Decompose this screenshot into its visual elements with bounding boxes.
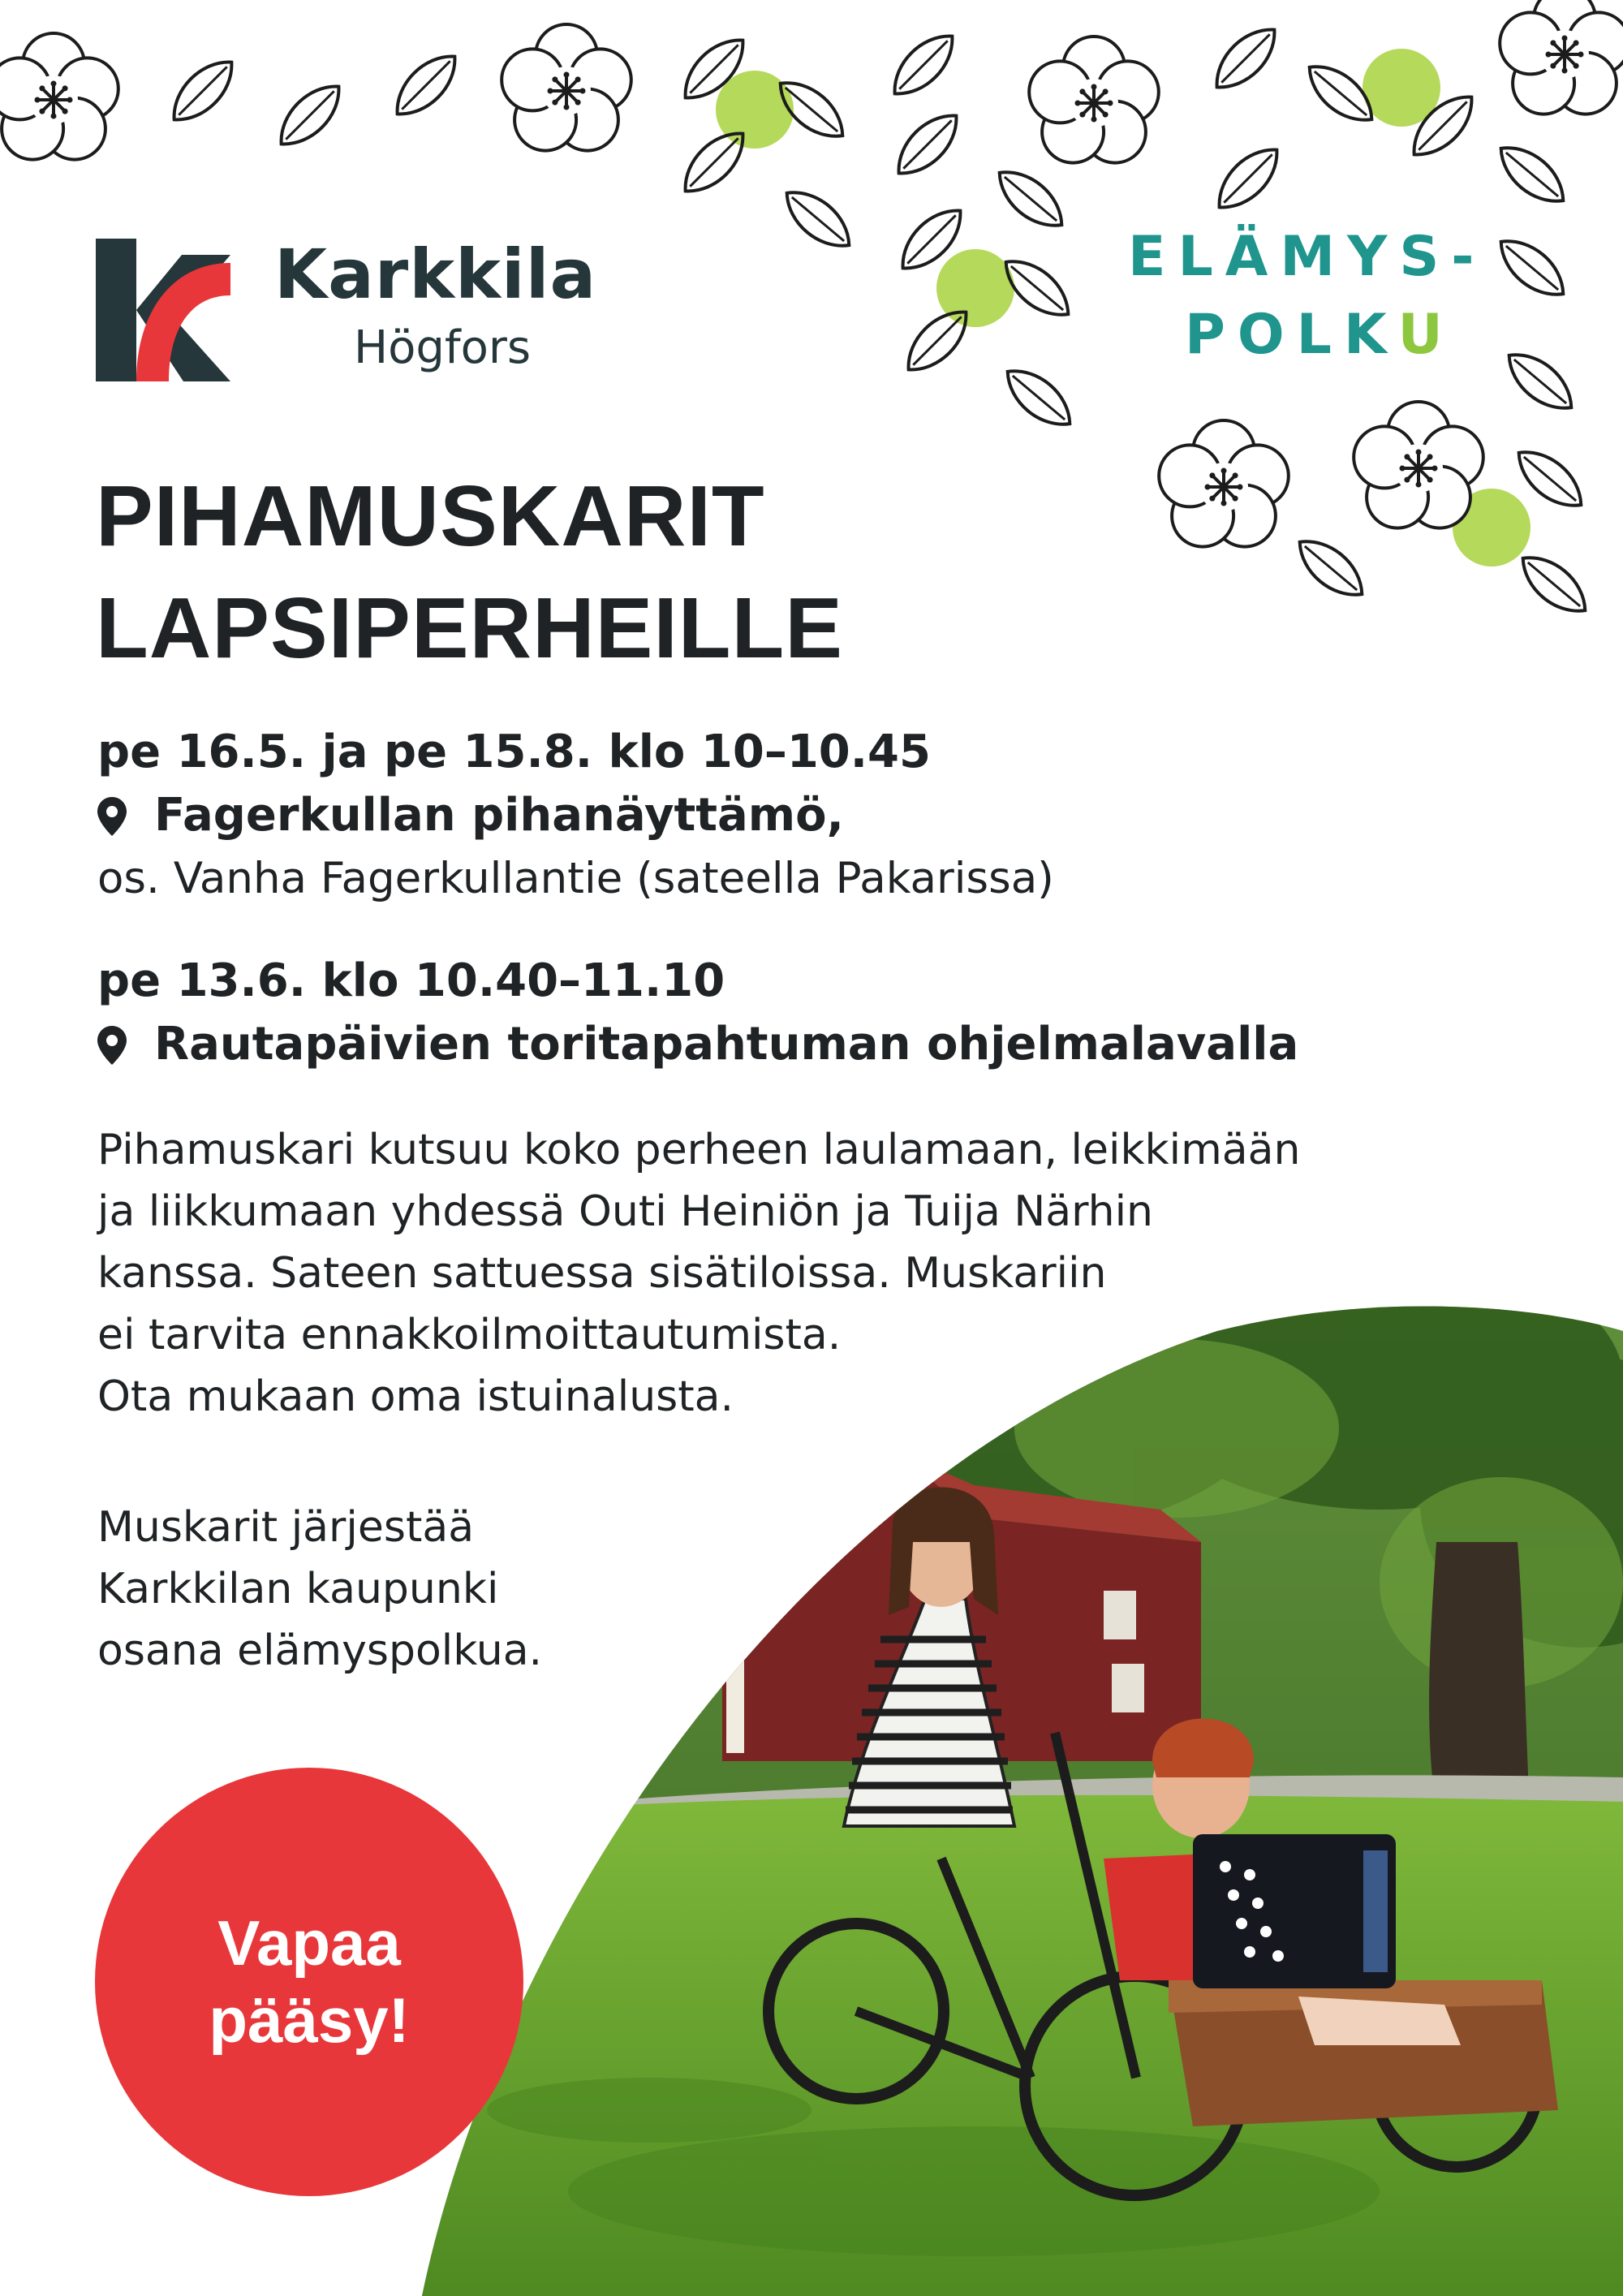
event-2-location (97, 1013, 1298, 1076)
elamyspolku-logo (1128, 225, 1487, 367)
badge-line2: pääsy! (209, 1984, 410, 2056)
organizer-line: osana elämyspolkua. (97, 1626, 543, 1675)
logo-name: Karkkila (274, 235, 597, 314)
title-line2: LAPSIPERHEILLE (96, 579, 844, 676)
karkkila-k-mark-icon (96, 239, 230, 381)
event-1-location (97, 784, 1054, 847)
description-line: kanssa. Sateen sattuessa sisätiloissa. Muskariin (97, 1248, 1107, 1298)
description-line: Pihamuskari kutsuu koko perheen laulamaan, leikkimään (97, 1126, 1301, 1174)
free-entry-badge (95, 1768, 523, 2196)
description-line: Ota mukaan oma istuinalusta. (97, 1372, 734, 1421)
polku-line2-main: POLK (1185, 303, 1398, 367)
event-1-time: pe 16.5. ja pe 15.8. klo 10–10.45 (97, 726, 931, 778)
event-1-location-text: Fagerkullan pihanäyttämö, (154, 789, 844, 842)
page-title (96, 461, 843, 685)
event-1-note: os. Vanha Fagerkullantie (sateella Pakarissa) (97, 853, 1054, 903)
location-pin-icon (97, 1026, 127, 1065)
polku-line2-accent: U (1397, 303, 1455, 367)
description (97, 1120, 1444, 1428)
event-1 (97, 721, 1054, 911)
event-2-time: pe 13.6. klo 10.40–11.10 (97, 954, 725, 1007)
event-2 (97, 950, 1298, 1077)
event-2-location-text: Rautapäivien toritapahtuman ohjelmalavalla (154, 1018, 1299, 1071)
title-line1: PIHAMUSKARIT (96, 468, 765, 564)
organizer-note (97, 1497, 542, 1682)
organizer-line: Karkkilan kaupunki (97, 1564, 499, 1613)
description-line: ei tarvita ennakkoilmoittautumista. (97, 1310, 842, 1359)
polku-line1: ELÄMYS- (1128, 225, 1487, 289)
logo-subname: Högfors (354, 321, 532, 374)
description-line: ja liikkumaan yhdessä Outi Heiniön ja Tuija Närhin (97, 1187, 1153, 1236)
badge-line1: Vapaa (217, 1906, 401, 1979)
polku-line2 (1185, 303, 1487, 367)
organizer-line: Muskarit järjestää (97, 1503, 475, 1552)
location-pin-icon (97, 797, 127, 836)
karkkila-logo (96, 237, 664, 383)
